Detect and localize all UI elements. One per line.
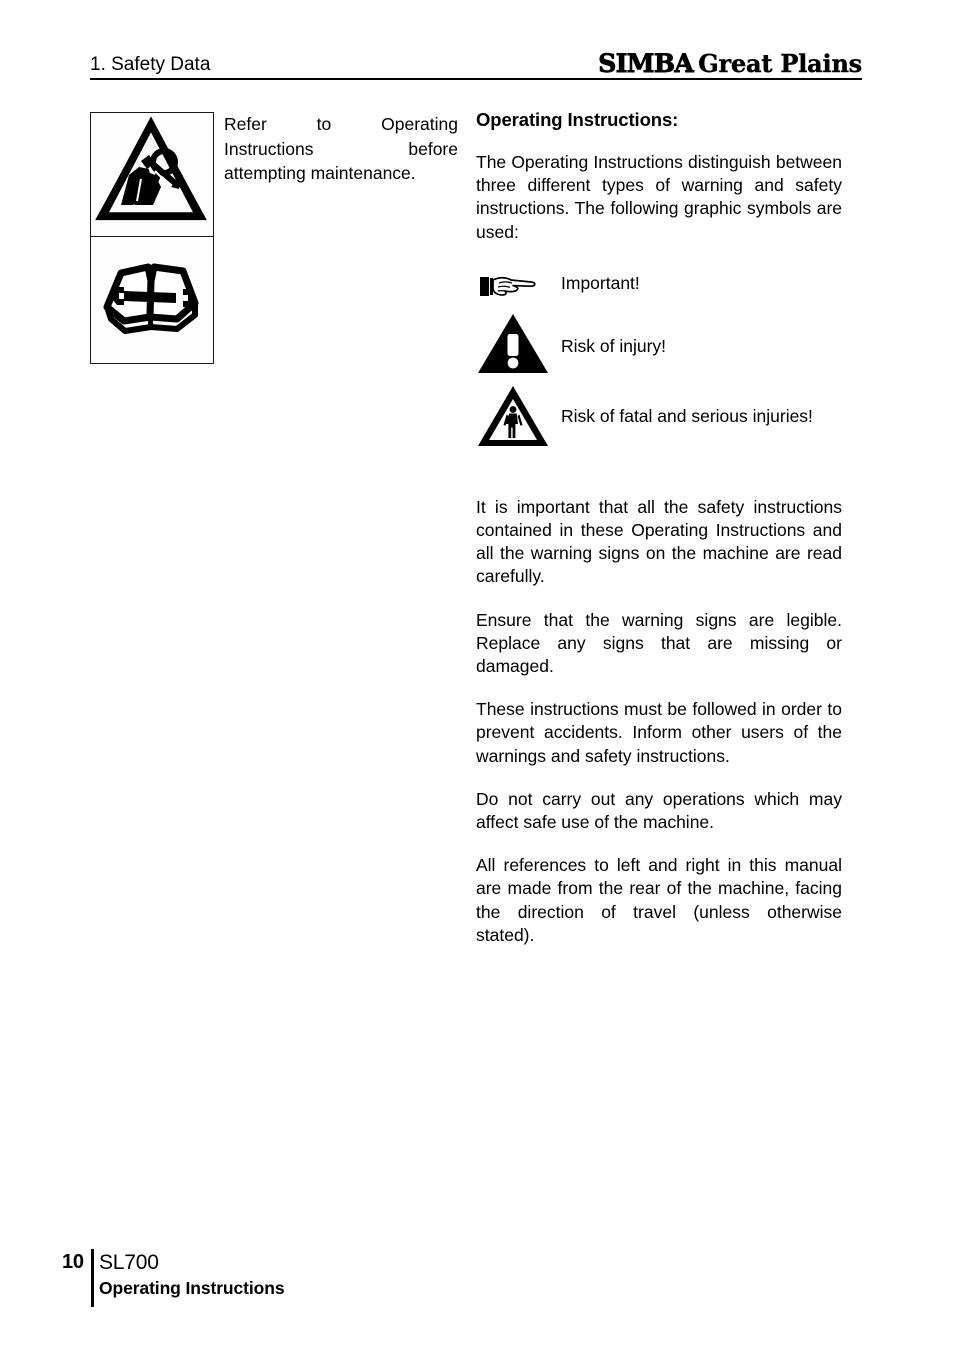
body-paragraph-1: It is important that all the safety instructions contained in these Operating Instructions and all the warning signs on the machine are read carefully. (476, 496, 842, 587)
warning-triangle-person-icon (476, 384, 550, 455)
legend-label-important: Important! (561, 272, 640, 293)
body-paragraph-3: These instructions must be followed in order to prevent accidents. Inform other users of the warnings and safety instructions. (476, 699, 842, 766)
legend-label-risk-of-injury: Risk of injury! (561, 335, 667, 356)
body-paragraph-4: Do not carry out any operations which may affect safe use of the machine. (476, 788, 842, 833)
header-divider-rule (90, 78, 862, 80)
footer-subtitle: Operating Instructions (99, 1278, 285, 1298)
page-footer (62, 1249, 462, 1311)
brand-logo (598, 49, 862, 78)
intro-paragraph: The Operating Instructions distinguish between three different types of warning and safety instructions. The following graphic symbols are used: (476, 152, 842, 242)
pictogram-box-manual (90, 236, 214, 364)
page-number: 10 (62, 1251, 84, 1273)
legend-spacer (476, 468, 842, 496)
body-paragraph-5: All references to left and right in this manual are made from the rear of the machine, facing the direction of travel (unless otherwise stated). (476, 855, 842, 945)
pointing-hand-icon (479, 272, 539, 307)
legend-row-important (476, 264, 842, 310)
legend-row-risk-of-injury (476, 310, 842, 380)
caption-line-1: Refer to Operating (224, 114, 458, 134)
caption-line-3: attempting maintenance. (224, 163, 416, 183)
section-heading: Operating Instructions: (476, 109, 679, 130)
warning-triangle-exclamation-icon (476, 312, 550, 381)
brand-logo-simba: SIMBA (598, 49, 694, 78)
left-column-caption (224, 112, 458, 186)
legend-row-risk-of-fatal-injuries (476, 380, 842, 458)
right-column (476, 108, 842, 967)
brand-logo-great-plains: Great Plains (698, 49, 862, 78)
caption-line-2: Instructions before (224, 138, 458, 159)
open-book-wrench-icon (91, 237, 212, 362)
pictogram-box-warning (90, 112, 214, 237)
footer-model-name: SL700 (99, 1251, 159, 1274)
body-paragraph-2: Ensure that the warning signs are legible. Replace any signs that are missing or damaged. (476, 609, 842, 677)
page-header (90, 46, 862, 80)
legend-label-risk-of-fatal-injuries: Risk of fatal and serious injuries! (561, 405, 813, 426)
footer-divider (91, 1249, 94, 1307)
warning-triangle-hand-wrench-icon (91, 113, 212, 235)
symbol-legend (476, 264, 842, 458)
chapter-title: 1. Safety Data (90, 54, 211, 75)
